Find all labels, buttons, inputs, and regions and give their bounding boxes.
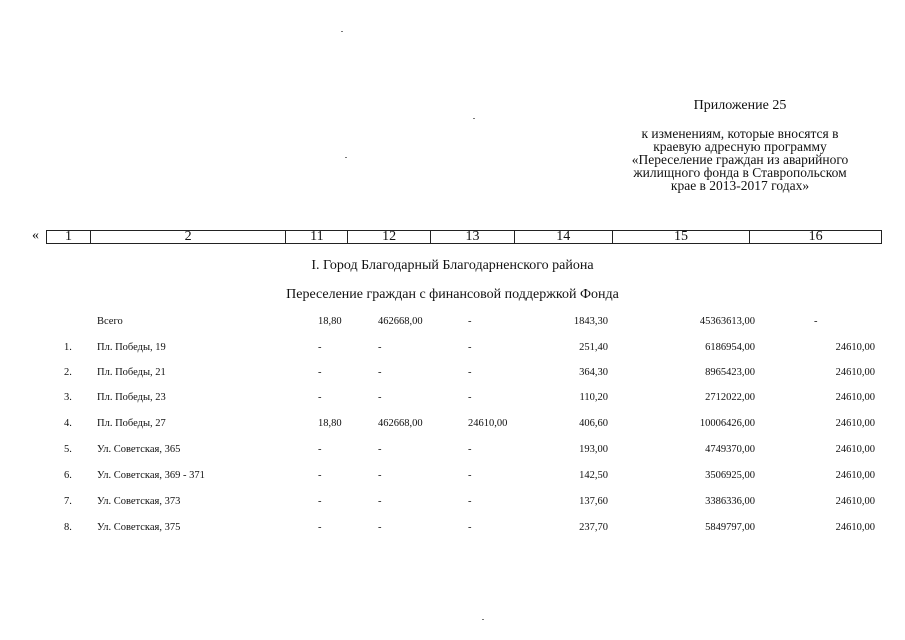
appendix-line: краевую адресную программу [653,139,827,154]
table-row [0,444,905,458]
row-c15: 2712022,00 [705,392,755,403]
row-c16: 24610,00 [835,496,875,507]
row-c15: 3506925,00 [705,470,755,481]
row-c15: 10006426,00 [699,418,755,429]
row-c14: 237,70 [579,522,608,533]
row-number: 2. [64,367,72,378]
row-c14: 193,00 [579,444,608,455]
row-c12: - [378,522,382,533]
row-address: Пл. Победы, 21 [97,367,166,378]
row-number: 6. [64,470,72,481]
row-c13: - [468,522,472,533]
row-c14: 137,60 [579,496,608,507]
row-address: Ул. Советская, 365 [97,444,181,455]
total-c13: - [468,316,472,327]
total-label: Всего [97,316,123,327]
row-c14: 251,40 [579,342,608,353]
row-c11: - [318,522,322,533]
row-c12: - [378,367,382,378]
table-row [0,470,905,484]
row-c13: - [468,367,472,378]
section-title: I. Город Благодарный Благодарненского района [311,258,594,273]
row-number: 5. [64,444,72,455]
col-header-15: 15 [613,231,751,243]
appendix-line: к изменениям, которые вносятся в [641,126,839,141]
appendix-title: Приложение 25 [693,98,787,113]
table-row [0,392,905,406]
row-c12: - [378,392,382,403]
row-number: 3. [64,392,72,403]
subsection-title: Переселение граждан с финансовой поддержкой Фонда [286,287,619,302]
total-c15: 45363613,00 [699,316,755,327]
row-c13: - [468,392,472,403]
row-c16: 24610,00 [835,392,875,403]
appendix-line: крае в 2013-2017 годах» [670,178,810,193]
row-c11: - [318,444,322,455]
row-c11: 18,80 [318,418,342,429]
row-c16: 24610,00 [835,444,875,455]
row-c11: - [318,496,322,507]
row-c12: - [378,342,382,353]
row-address: Пл. Победы, 19 [97,342,166,353]
row-c11: - [318,367,322,378]
row-c16: 24610,00 [835,522,875,533]
row-c14: 110,20 [579,392,608,403]
col-header-14: 14 [515,231,613,243]
appendix-line: «Переселение граждан из аварийного [631,152,849,167]
row-c15: 6186954,00 [705,342,755,353]
total-c14: 1843,30 [573,316,608,327]
col-header-11: 11 [286,231,348,243]
row-c16: 24610,00 [835,470,875,481]
scan-speck [345,157,347,158]
column-number-table [46,230,882,244]
row-c13: - [468,470,472,481]
row-c12: - [378,496,382,507]
table-row [0,367,905,381]
row-number: 4. [64,418,72,429]
row-c11: - [318,392,322,403]
row-c15: 3386336,00 [705,496,755,507]
row-address: Пл. Победы, 27 [97,418,166,429]
row-c12: - [378,470,382,481]
row-number: 1. [64,342,72,353]
row-c14: 142,50 [579,470,608,481]
col-header-1: 1 [47,231,91,243]
appendix-line: жилищного фонда в Ставропольском [633,165,847,180]
col-header-13: 13 [431,231,515,243]
row-address: Ул. Советская, 373 [97,496,181,507]
table-row [0,496,905,510]
row-c15: 5849797,00 [705,522,755,533]
row-c16: 24610,00 [835,367,875,378]
row-number: 7. [64,496,72,507]
row-c13: - [468,496,472,507]
row-c12: 462668,00 [378,418,423,429]
total-c16: - [814,316,818,327]
open-quote: « [32,228,39,243]
total-c12: 462668,00 [378,316,423,327]
col-header-2: 2 [91,231,287,243]
row-c14: 364,30 [579,367,608,378]
scan-speck [473,118,475,119]
row-address: Пл. Победы, 23 [97,392,166,403]
row-c13: - [468,444,472,455]
row-c16: 24610,00 [835,418,875,429]
row-c16: 24610,00 [835,342,875,353]
row-c14: 406,60 [579,418,608,429]
appendix-description [610,127,870,192]
total-c11: 18,80 [318,316,342,327]
row-c15: 4749370,00 [705,444,755,455]
table-row [0,418,905,432]
scan-speck [482,619,484,620]
row-c12: - [378,444,382,455]
row-c13: 24610,00 [468,418,508,429]
table-row [0,522,905,536]
column-number-header [32,230,884,244]
table-row [0,342,905,356]
row-c15: 8965423,00 [705,367,755,378]
row-c13: - [468,342,472,353]
row-address: Ул. Советская, 369 - 371 [97,470,205,481]
col-header-16: 16 [808,229,823,244]
row-c11: - [318,470,322,481]
row-c11: - [318,342,322,353]
scan-speck [341,31,343,32]
row-address: Ул. Советская, 375 [97,522,181,533]
total-row [0,316,905,330]
col-header-12: 12 [348,231,431,243]
row-number: 8. [64,522,72,533]
